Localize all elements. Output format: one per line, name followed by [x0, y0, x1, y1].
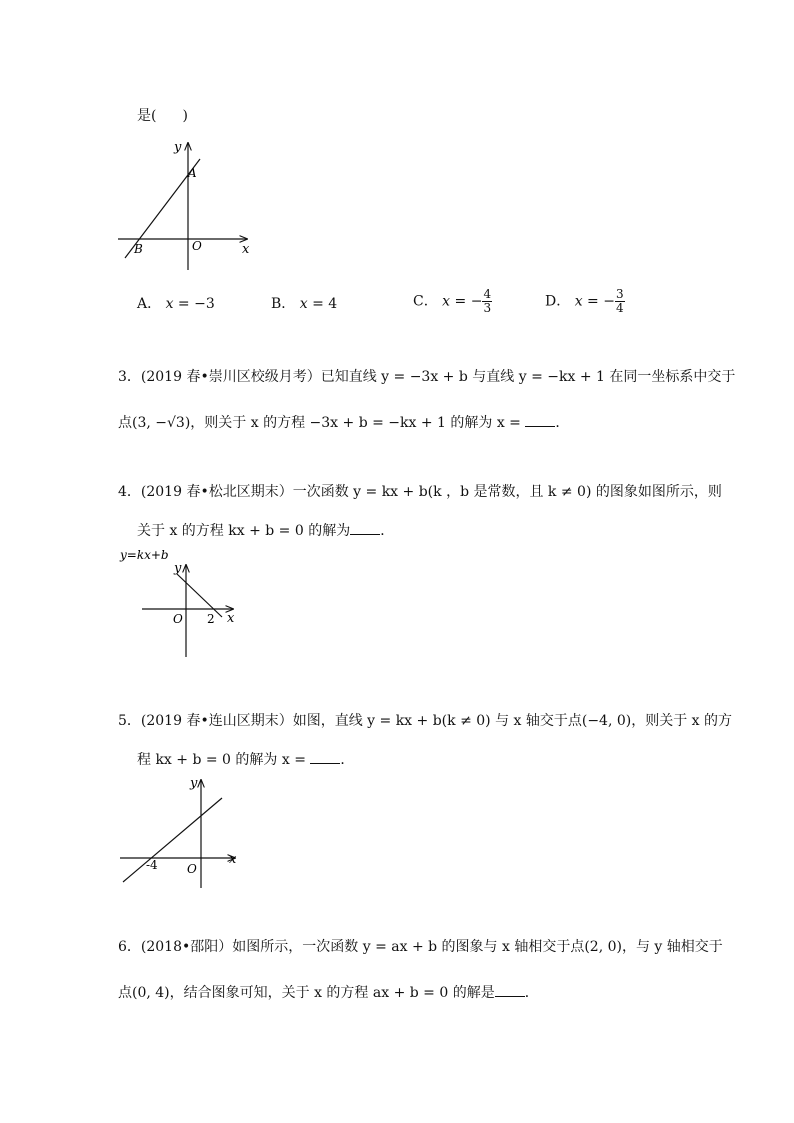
- origin-label: O: [192, 239, 202, 253]
- x-axis-label: x: [229, 852, 237, 867]
- function-line: [123, 798, 222, 882]
- y-axis-label: y: [174, 561, 182, 576]
- point-a-label: A: [188, 166, 197, 180]
- function-label: y=kx+b: [120, 548, 169, 562]
- q5-graph: [115, 775, 240, 890]
- q5-line-2: 程 kx + b = 0 的解为 x = ．: [137, 749, 354, 769]
- q4-line-2: 关于 x 的方程 kx + b = 0 的解为 ．: [137, 520, 394, 540]
- origin-label: O: [187, 862, 197, 876]
- x-axis-label: x: [242, 242, 250, 257]
- q4-line-1: 4．(2019 春•松北区期末）一次函数 y = kx + b(k ，b 是常数，且 k ≠ 0) 的图象如图所示，则: [118, 484, 722, 500]
- option-d[interactable]: D． x = − $\frac{3}{4}$: [545, 287, 624, 315]
- answer-blank[interactable]: [350, 520, 380, 535]
- fraction: $\frac{4}{3}$: [483, 287, 492, 315]
- function-line: [177, 574, 222, 617]
- option-c[interactable]: C． x = − $\frac{4}{3}$: [413, 287, 492, 315]
- answer-blank[interactable]: [495, 982, 525, 997]
- q3-line-1: 3．(2019 春•崇川区校级月考）已知直线 y = −3x + b 与直线 y = −kx + 1 在同一坐标系中交于: [118, 369, 736, 385]
- x-axis-label: x: [227, 611, 235, 626]
- fraction: $\frac{3}{4}$: [615, 287, 624, 315]
- q2-stem-tail: 是( ): [137, 108, 188, 124]
- option-a[interactable]: A． x = −3: [137, 296, 215, 312]
- point-b-label: B: [134, 242, 143, 256]
- origin-label: O: [173, 612, 183, 626]
- q3-line-2: 点(3, −√3)，则关于 x 的方程 −3x + b = −kx + 1 的解为 x = ．: [118, 412, 569, 432]
- answer-blank[interactable]: [525, 412, 555, 427]
- q5-line-1: 5．(2019 春•连山区期末）如图，直线 y = kx + b(k ≠ 0) 与 x 轴交于点(−4, 0)，则关于 x 的方: [118, 713, 733, 729]
- y-axis-label: y: [174, 140, 182, 155]
- q4-graph: [115, 545, 245, 660]
- q2-graph: [110, 135, 260, 270]
- q6-line-2: 点(0, 4)，结合图象可知，关于 x 的方程 ax + b = 0 的解是 ．: [118, 982, 539, 1002]
- tick-label: 2: [207, 612, 215, 626]
- option-b[interactable]: B． x = 4: [271, 296, 338, 312]
- y-axis-label: y: [190, 776, 198, 791]
- tick-label: -4: [146, 858, 158, 872]
- answer-blank[interactable]: [310, 749, 340, 764]
- q6-line-1: 6．(2018•邵阳）如图所示，一次函数 y = ax + b 的图象与 x 轴相交于点(2, 0)，与 y 轴相交于: [118, 939, 723, 955]
